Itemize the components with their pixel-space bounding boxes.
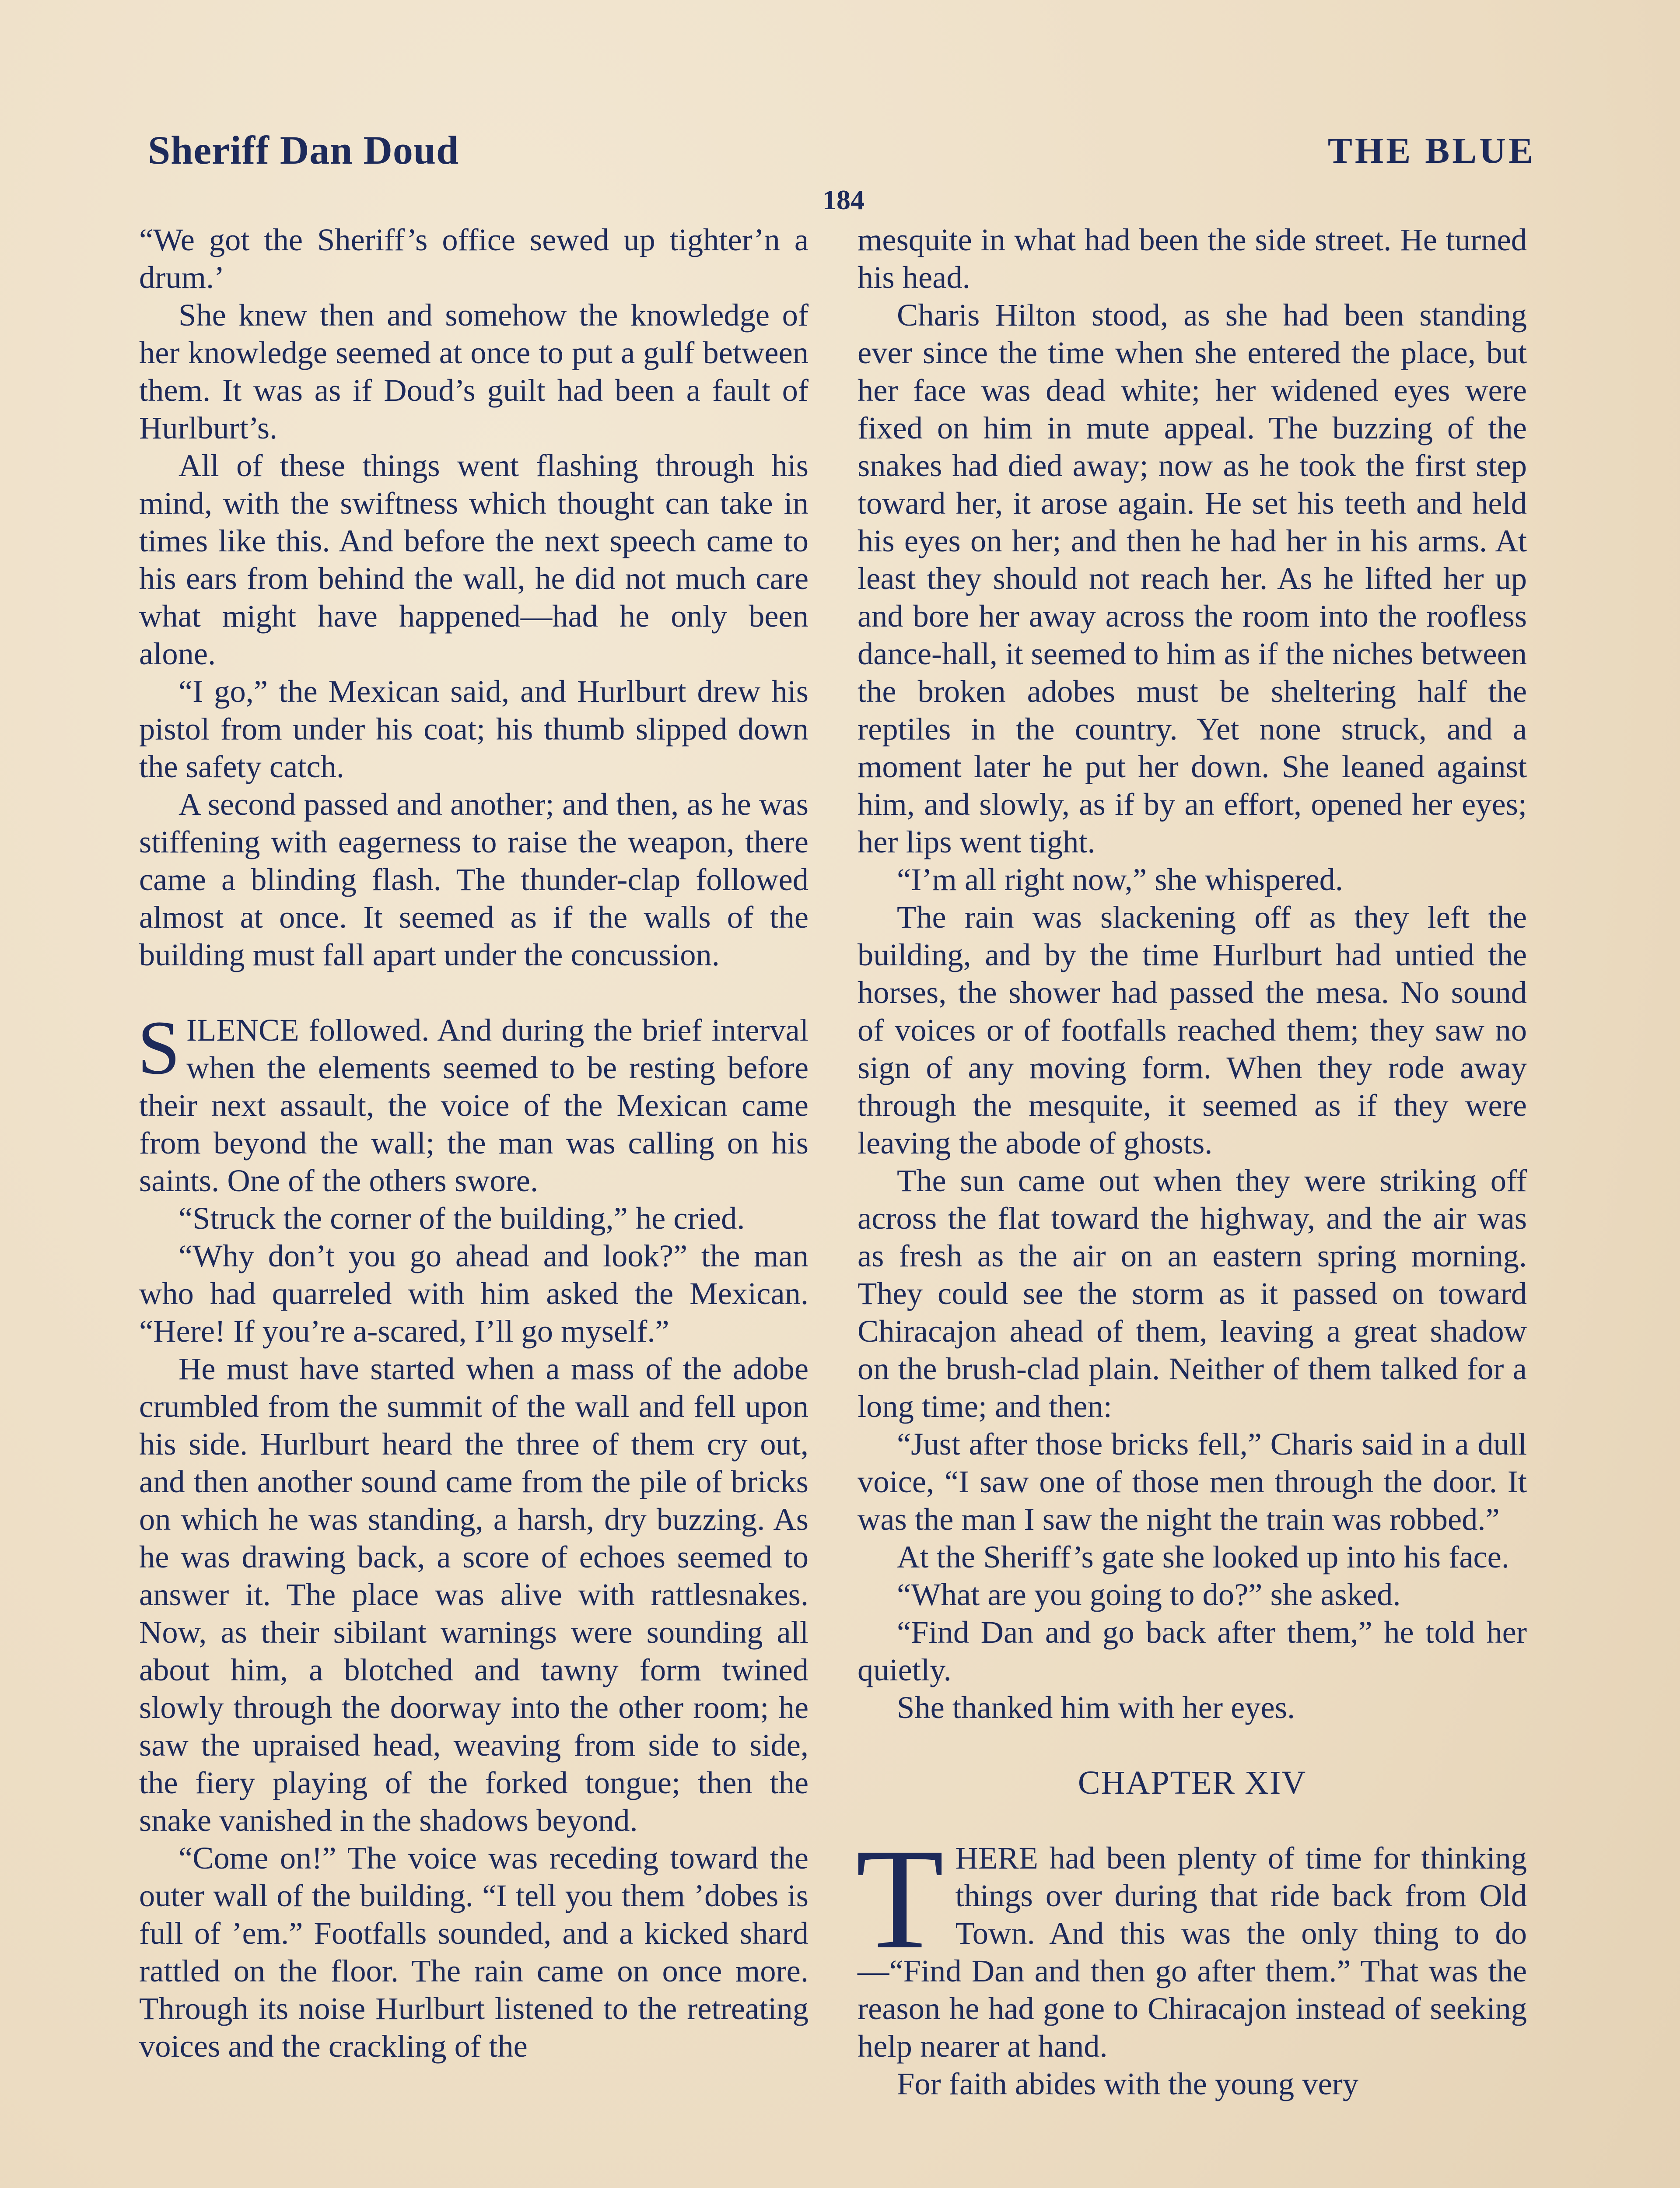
paragraph: The sun came out when they were striking off across the flat toward the highway, and the air was as fresh as the air on an eastern spring morning. They could see the storm as it passed on toward Chiracajon ahead of them, leaving a great shadow on the brush-clad plain. Neither of them talked for a long time; and then:: [858, 1163, 1527, 1424]
chapter-heading: CHAPTER XIV: [1078, 1764, 1307, 1801]
paragraph: The rain was slackening off as they left the building, and by the time Hurlburt had untied the horses, the shower had passed the mesa. No sound of voices or of footfalls reached them; they saw no sign of any moving form. When they rode away through the mesquite, it seemed as if they were leaving the abode of ghosts.: [858, 899, 1527, 1161]
paragraph: At the Sheriff’s gate she looked up into his face.: [897, 1539, 1509, 1574]
paragraph-text: HERE had been plenty of time for thinking things over during that ride back from Old Town. And this was the only thing to do—“Find Dan and then go after them.” That was the reason he had gone to Chiracajon instead of seeking help nearer at hand.: [858, 1840, 1527, 2064]
paragraph: She knew then and somehow the knowledge of her knowledge seemed at once to put a gulf between them. It was as if Doud’s guilt had been a fault of Hurlburt’s.: [139, 297, 808, 445]
paragraph-text: ILENCE followed. And during the brief interval when the elements seemed to be resting before their next assault, the voice of the Mexican came from beyond the wall; the man was calling on his saints. One of the others swore.: [139, 1012, 808, 1198]
paragraph: “Struck the corner of the building,” he cried.: [178, 1200, 745, 1236]
paragraph: “Come on!” The voice was receding toward the outer wall of the building. “I tell you them ’dobes is full of ’em.” Footfalls sounded, and a kicked shard rattled on the floor. The rain came on once more. Through its noise Hurlburt listened to the retreating voices and the crackling of the: [139, 1840, 808, 2064]
paragraph: “What are you going to do?” she asked.: [897, 1577, 1401, 1612]
paragraph: A second passed and another; and then, as he was stiffening with eagerness to raise the weapon, there came a blinding flash. The thunder-clap followed almost at once. It seemed as if the walls of the building must fall apart under the concussion.: [139, 786, 808, 972]
paragraph: All of these things went flashing through his mind, with the swiftness which thought can take in times like this. And before the next speech came to his ears from behind the wall, he did not much care what might have happened—had he only been alone.: [139, 448, 808, 671]
paragraph: “Find Dan and go back after them,” he told her quietly.: [858, 1614, 1527, 1687]
running-title-right: THE BLUE: [1327, 130, 1536, 171]
paragraph: She thanked him with her eyes.: [897, 1690, 1295, 1725]
right-column: [858, 221, 1527, 2103]
left-column: [139, 221, 808, 2065]
drop-cap: T: [856, 1819, 944, 1979]
page-number: 184: [822, 184, 864, 215]
paragraph: “Why don’t you go ahead and look?” the man who had quarreled with him asked the Mexican. “Here! If you’re a-scared, I’ll go myself.”: [139, 1238, 808, 1349]
section-paragraph: [137, 1005, 808, 1199]
paragraph: “Just after those bricks fell,” Charis said in a dull voice, “I saw one of those men through the door. It was the man I saw the night the train was robbed.”: [858, 1426, 1527, 1537]
paragraph: “We got the Sheriff’s office sewed up tighter’n a drum.’: [139, 222, 808, 295]
section-break: [139, 974, 808, 1011]
paragraph: Charis Hilton stood, as she had been standing ever since the time when she entered the place, but her face was dead white; her widened eyes were fixed on him in mute appeal. The buzzing of the snakes had died away; now as he took the first step toward her, it arose again. He set his teeth and held his eyes on her; and then he had her in his arms. At least they should not reach her. As he lifted her up and bore her away across the room into the roofless dance-hall, it seemed to him as if the niches between the broken adobes must be sheltering half the reptiles in the country. Yet none struck, and a moment later he put her down. She leaned against him, and slowly, as if by an effort, opened her eyes; her lips went tight.: [858, 297, 1527, 859]
paragraph: “I’m all right now,” she whispered.: [897, 862, 1344, 897]
drop-cap: S: [137, 1005, 180, 1090]
paragraph: For faith abides with the young very: [897, 2066, 1359, 2101]
paragraph: He must have started when a mass of the adobe crumbled from the summit of the wall and fell upon his side. Hurlburt heard the three of them cry out, and then another sound came from the pile of bricks on which he was standing, a harsh, dry buzzing. As he was drawing back, a score of echoes seemed to answer it. The place was alive with rattlesnakes. Now, as their sibilant warnings were sounding all about him, a blotched and tawny form twined slowly through the doorway into the other room; he saw the upraised head, weaving from side to side, the fiery playing of the forked tongue; then the snake vanished in the shadows beyond.: [139, 1351, 808, 1838]
paragraph: “I go,” the Mexican said, and Hurlburt drew his pistol from under his coat; his thumb slipped down the safety catch.: [139, 673, 808, 784]
chapter-opening-paragraph: [856, 1819, 1527, 2065]
running-title-left: Sheriff Dan Doud: [148, 128, 459, 172]
paragraph: mesquite in what had been the side street. He turned his head.: [858, 222, 1527, 295]
